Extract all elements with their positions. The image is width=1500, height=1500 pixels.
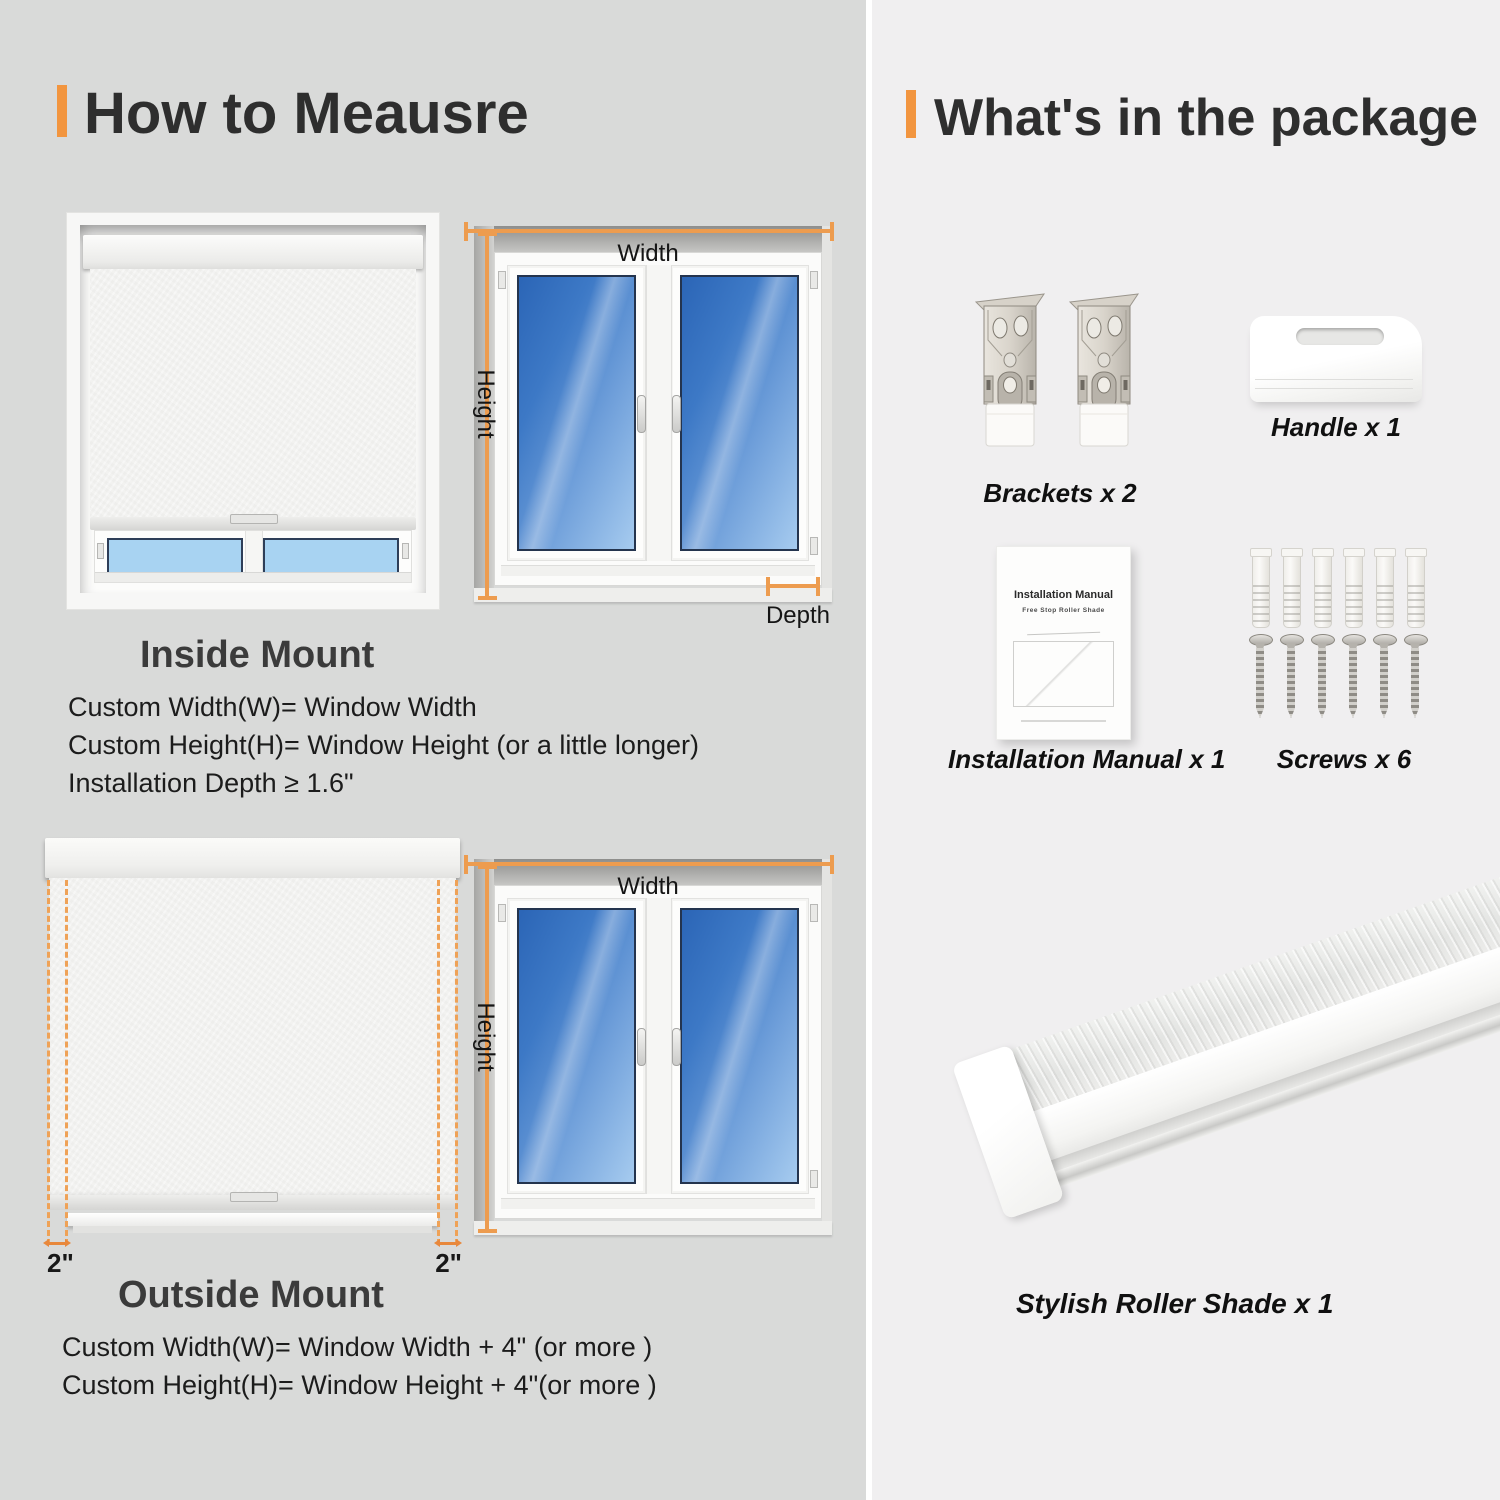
window-sash: [670, 898, 809, 1194]
window-recess: [80, 225, 426, 593]
inside-mount-line-3: Installation Depth ≥ 1.6": [68, 768, 354, 798]
screw-icon: [1341, 634, 1365, 720]
screw-icon: [1248, 634, 1272, 720]
handle-slot: [1296, 328, 1384, 345]
window-handle: [637, 1028, 646, 1066]
shade-bottom-bar: [49, 1195, 456, 1210]
accent-bar-right: [906, 90, 916, 138]
window-sill: [67, 1213, 438, 1226]
wall-anchor-icon: [1252, 548, 1270, 628]
handle-illustration: [1250, 316, 1422, 402]
window-handle: [672, 1028, 681, 1066]
window-sash: [507, 898, 646, 1194]
recess-sill: [474, 588, 832, 602]
window-hinge: [810, 1170, 818, 1188]
manual-cover-figure: [1013, 641, 1114, 707]
window-frame: [494, 252, 822, 586]
window-mullion: [646, 898, 672, 1194]
window-handle: [637, 395, 646, 433]
depth-label: Depth: [765, 602, 830, 629]
overlap-arrow-right: [437, 1242, 459, 1245]
right-margin-label: 2": [435, 1248, 462, 1278]
wall-anchor-icon: [1314, 548, 1332, 628]
wall-anchor-icon: [1376, 548, 1394, 628]
window-frame: [494, 885, 822, 1219]
outside-mount-line-2: Custom Height(H)= Window Height + 4"(or more ): [62, 1370, 657, 1400]
outside-mount-line-1: Custom Width(W)= Window Width + 4" (or more ): [62, 1332, 653, 1362]
depth-arrow: [766, 584, 820, 588]
overlap-dashed-line: [47, 880, 50, 1245]
width-label: Width: [617, 873, 679, 900]
accent-bar-left: [57, 85, 67, 137]
outside-mount-heading: Outside Mount: [118, 1274, 384, 1316]
inside-mount-heading: Inside Mount: [140, 634, 375, 676]
manual-cover-fine-print: [1021, 720, 1106, 725]
window-hinge: [498, 904, 506, 922]
manual-cover-sketch-line: [1027, 624, 1100, 636]
bracket-icon: [1068, 288, 1142, 456]
shade-fabric: [49, 878, 456, 1195]
inside-mount-shade-illustration: [66, 212, 440, 610]
window-sill-step: [73, 1226, 432, 1233]
window-side-handle: [402, 543, 409, 559]
shade-pull-tab: [230, 514, 278, 524]
window-sill: [95, 572, 411, 582]
manual-cover-subtitle: Free Stop Roller Shade: [1022, 607, 1105, 614]
shade-bottom-bar: [90, 517, 416, 530]
left-margin-label: 2": [47, 1248, 74, 1278]
brackets-label: Brackets x 2: [983, 478, 1137, 508]
window-sash: [507, 265, 646, 561]
window-bottom-rail: [501, 1198, 815, 1209]
screw-icon: [1279, 634, 1303, 720]
how-to-measure-title: How to Meausre: [84, 81, 529, 146]
height-label: Height: [472, 1002, 499, 1072]
window-glass: [517, 908, 636, 1184]
wall-anchor-icon: [1345, 548, 1363, 628]
window-hinge: [810, 271, 818, 289]
screw-icon: [1403, 634, 1427, 720]
window-bottom-rail: [501, 565, 815, 576]
window-sash: [670, 265, 809, 561]
handle-ridge: [1255, 379, 1413, 380]
window-hinge: [810, 537, 818, 555]
window-hinge: [498, 271, 506, 289]
recess-sill: [474, 1221, 832, 1235]
overlap-dashed-line: [437, 880, 440, 1245]
roller-shade-illustration: [958, 842, 1500, 1234]
manual-cover-title: Installation Manual: [1013, 589, 1113, 601]
installation-manual-illustration: [996, 546, 1131, 740]
screws-label: Screws x 6: [1276, 744, 1412, 774]
width-label: Width: [617, 240, 679, 267]
window-glass: [680, 275, 799, 551]
shade-cassette: [45, 838, 460, 878]
shade-fabric: [90, 269, 416, 517]
shade-cassette: [83, 235, 423, 269]
width-arrow: [464, 862, 834, 866]
shade-pull-tab: [230, 1192, 278, 1202]
window-handle: [672, 395, 681, 433]
window-hinge: [810, 904, 818, 922]
overlap-dashed-line: [65, 880, 68, 1245]
bracket-icon: [974, 288, 1048, 456]
outside-mount-measure-illustration: [462, 845, 834, 1247]
inside-mount-line-2: Custom Height(H)= Window Height (or a little longer): [68, 730, 699, 760]
window-glass: [680, 908, 799, 1184]
whats-in-package-title: What's in the package: [934, 89, 1479, 147]
screw-icon: [1310, 634, 1334, 720]
window-mullion: [646, 265, 672, 561]
window-lower-part: [94, 530, 412, 583]
screw-icon: [1372, 634, 1396, 720]
panel-divider: [866, 0, 872, 1500]
shade-label: Stylish Roller Shade x 1: [1016, 1288, 1334, 1319]
handle-label: Handle x 1: [1270, 412, 1402, 442]
inside-mount-line-1: Custom Width(W)= Window Width: [68, 692, 477, 722]
overlap-dashed-line: [455, 880, 458, 1245]
wall-anchor-icon: [1283, 548, 1301, 628]
overlap-arrow-left: [46, 1242, 68, 1245]
manual-label: Installation Manual x 1: [948, 744, 1226, 774]
recess-reveal: [822, 226, 832, 594]
window-glass: [517, 275, 636, 551]
height-label: Height: [472, 369, 499, 439]
inside-mount-measure-illustration: [462, 212, 834, 629]
handle-ridge: [1255, 388, 1413, 389]
recess-reveal: [822, 859, 832, 1227]
outside-mount-shade-illustration: [45, 835, 460, 1280]
width-arrow: [464, 229, 834, 233]
wall-anchor-icon: [1407, 548, 1425, 628]
window-side-handle: [97, 543, 104, 559]
